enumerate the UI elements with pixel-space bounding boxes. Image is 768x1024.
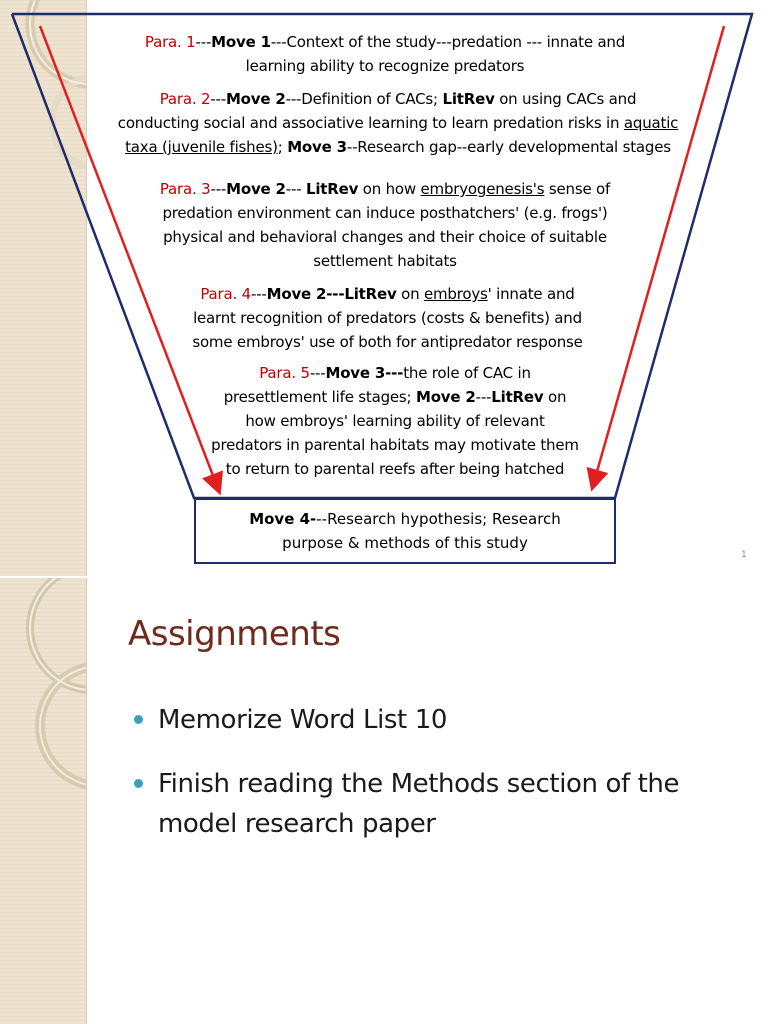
bullet-text: Memorize Word List 10 — [158, 705, 447, 735]
move-2-label: Move 2 — [225, 90, 286, 108]
para-3-text-line-3: physical and behavioral changes and their choice of suitable — [163, 228, 607, 246]
decorative-rings — [0, 578, 86, 1024]
para-2-text-line-3: --Research gap--early developmental stages — [346, 138, 671, 156]
para-4-text: on — [396, 285, 424, 303]
para-4-text-line-3: some embroys' use of both for antipredator response — [192, 333, 583, 351]
para-5-text: the role of CAC in — [403, 364, 531, 382]
separator: --- — [309, 364, 326, 382]
move-2-label: Move 2 — [415, 388, 476, 406]
paragraph-5-move-3-2 — [185, 361, 605, 481]
para-5-label: Para. 5 — [259, 364, 310, 382]
move-1-label: Move 1 — [211, 33, 271, 51]
separator: --- — [210, 90, 226, 108]
para-1-text: ---Context of the study---predation --- innate and — [270, 33, 626, 51]
para-3-label: Para. 3 — [159, 180, 211, 198]
paragraph-2-move-2-3 — [78, 87, 718, 159]
move-3-label: Move 3--- — [325, 364, 404, 382]
separator: --- — [251, 285, 267, 303]
decorative-sidebar — [0, 578, 87, 1024]
move-4-line-2: purpose & methods of this study — [282, 534, 528, 552]
para-1-text-line-2: learning ability to recognize predators — [245, 57, 525, 75]
underlined-term: aquatic — [623, 114, 679, 132]
bullet-list — [132, 700, 752, 868]
litrev-label: LitRev — [442, 90, 495, 108]
move-4-box — [194, 498, 616, 564]
para-2-text: on using CACs and — [494, 90, 637, 108]
move-3-label: Move 3 — [287, 138, 347, 156]
para-5-text-line-3: how embroys' learning ability of relevant — [245, 412, 545, 430]
para-2-label: Para. 2 — [159, 90, 211, 108]
para-5-text: on — [543, 388, 567, 406]
para-5-text-line-4: predators in parental habitats may motivate them — [211, 436, 579, 454]
move-4-label: Move 4- — [249, 510, 317, 528]
para-3-text-line-4: settlement habitats — [313, 252, 457, 270]
bullet-item — [132, 764, 752, 844]
underlined-term: embryogenesis's — [420, 180, 545, 198]
para-3-text: sense of — [544, 180, 611, 198]
litrev-label: LitRev — [491, 388, 544, 406]
move-2-label: Move 2 — [226, 180, 286, 198]
para-3-text: on how — [358, 180, 421, 198]
separator: --- — [210, 180, 227, 198]
separator: --- — [285, 180, 306, 198]
bullet-dot-icon — [134, 779, 143, 788]
bullet-text: Finish reading the Methods section of the model research paper — [158, 769, 680, 839]
litrev-label: LitRev — [306, 180, 359, 198]
separator: ; — [277, 138, 288, 156]
para-5-text-line-5: to return to parental reefs after being hatched — [225, 460, 565, 478]
paragraph-1-move-1 — [100, 30, 670, 78]
move-2-litrev-label: Move 2---LitRev — [266, 285, 397, 303]
underlined-term: embroys — [423, 285, 488, 303]
bullet-dot-icon — [134, 715, 143, 724]
para-3-text-line-2: predation environment can induce posthatchers' (e.g. frogs') — [162, 204, 608, 222]
underlined-term: taxa (juvenile fishes) — [125, 138, 278, 156]
para-4-label: Para. 4 — [200, 285, 251, 303]
para-5-text-line-2: presettlement life stages; — [223, 388, 416, 406]
para-2-text: ---Definition of CACs; — [285, 90, 443, 108]
para-4-text: ' innate and — [487, 285, 575, 303]
para-1-label: Para. 1 — [144, 33, 196, 51]
separator: --- — [195, 33, 212, 51]
para-4-text-line-2: learnt recognition of predators (costs & benefits) and — [193, 309, 582, 327]
para-2-text-line-2: conducting social and associative learning to learn predation risks in — [117, 114, 624, 132]
separator: --- — [475, 388, 492, 406]
bullet-item — [132, 700, 752, 740]
paragraph-3-move-2 — [120, 177, 650, 273]
move-4-line-1 — [249, 507, 561, 531]
paragraph-4-move-2 — [160, 282, 615, 354]
slide-title: Assignments — [128, 614, 341, 654]
page-marker: 1 — [741, 550, 747, 560]
slide-assignments — [0, 578, 768, 1024]
move-4-text: --Research hypothesis; Research — [316, 510, 561, 528]
